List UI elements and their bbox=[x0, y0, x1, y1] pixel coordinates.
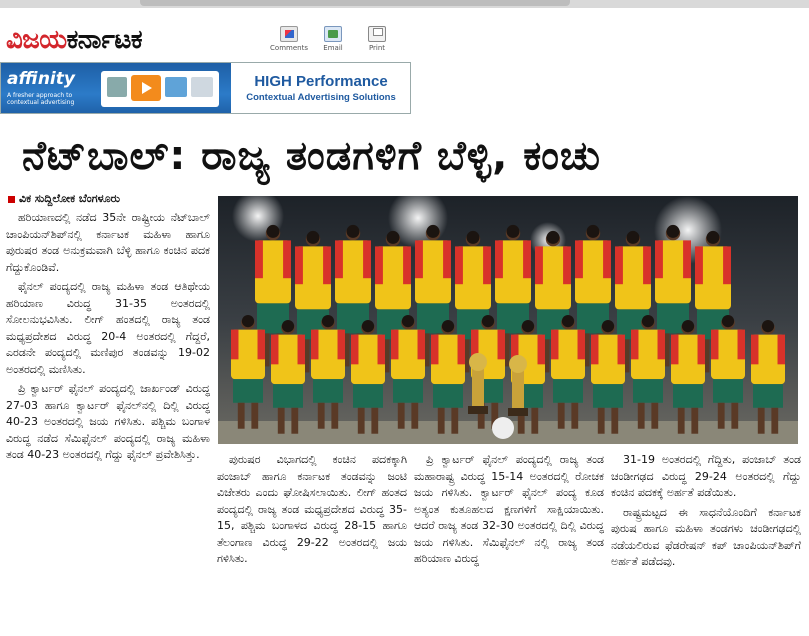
play-icon bbox=[131, 75, 161, 101]
paragraph: ಪುರುಷರ ವಿಭಾಗದಲ್ಲಿ ಕಂಚಿನ ಪದಕಕ್ಕಾಗಿ ಪಂಜಾಬ್ ಹಾಗೂ ಕರ್ನಾಟಕ ತಂಡವನ್ನು ಜಂಟಿ ವಿಜೇತರು ಎಂದು ಘೋಷಿಸಲಾಯಿತು. ಲೀಗ್ ಹಂತದ ಪಂದ್ಯದಲ್ಲಿ ರಾಜ್ಯ ತಂಡ ಮಧ್ಯಪ್ರದೇಶದ ವಿರುದ್ಧ 35-15, ಪಶ್ಚಿಮ ಬಂಗಾಳದ ವಿರುದ್ಧ 28-15 ಹಾಗೂ ತೆಲಂಗಾಣ ವಿರುದ್ಧ 29-22 ಅಂತರದಲ್ಲಿ ಜಯ ಗಳಿಸಿತು. bbox=[217, 453, 407, 565]
team-photo bbox=[218, 196, 798, 444]
print-button[interactable] bbox=[360, 26, 394, 52]
scrollbar[interactable] bbox=[140, 0, 570, 6]
paragraph: ಪ್ರಿ ಕ್ವಾರ್ಟರ್ ಫೈನಲ್ ಪಂದ್ಯದಲ್ಲಿ ರಾಜ್ಯ ತಂಡ ಮಹಾರಾಷ್ಟ್ರ ವಿರುದ್ಧ 15-14 ಅಂತರದಲ್ಲಿ ರೋಚಕ ಜಯ ಗಳಿಸಿತು. ಕ್ವಾರ್ಟರ್ ಫೈನಲ್ ಪಂದ್ಯ ಕೂಡ ಅತ್ಯಂತ ಕುತೂಹಲದ ಕ್ಷಣಗಳಿಗೆ ಸಾಕ್ಷಿಯಾಯಿತು. ಆದರೆ ರಾಜ್ಯ ತಂಡ 32-30 ಅಂತರದಲ್ಲಿ ದಿಲ್ಲಿ ವಿರುದ್ಧ ಜಯ ಗಳಿಸಿತು. ಸೆಮಿಫೈನಲ್ ನಲ್ಲಿ ರಾಜ್ಯ ತಂಡ ಹರಿಯಾಣ ವಿರುದ್ಧ bbox=[414, 453, 604, 565]
masthead-part-b: ಕರ್ನಾಟಕ bbox=[66, 25, 143, 55]
paragraph: ಫೈನಲ್ ಪಂದ್ಯದಲ್ಲಿ ರಾಜ್ಯ ಮಹಿಳಾ ತಂಡ ಆತಿಥೇಯ ಹರಿಯಾಣ ವಿರುದ್ಧ 31-35 ಅಂತರದಲ್ಲಿ ಸೋಲನುಭವಿಸಿತು. ಲೀಗ್ ಹಂತದಲ್ಲಿ ರಾಜ್ಯ ತಂಡ ಮಧ್ಯಪ್ರದೇಶದ ವಿರುದ್ಧ 20-4 ಅಂತರದಲ್ಲಿ ಗೆದ್ದರೆ, ಎರಡನೇ ಪಂದ್ಯದಲ್ಲಿ ಮಣಿಪುರ ತಂಡವನ್ನು 19-02 ಅಂತರದಲ್ಲಿ ಮಣಿಸಿತು. bbox=[6, 280, 210, 376]
paragraph: 31-19 ಅಂತರದಲ್ಲಿ ಗೆದ್ದಿತು, ಪಂಜಾಬ್ ತಂಡ ಚಂಡೀಗಢದ ವಿರುದ್ಧ 29-24 ಅಂತರದಲ್ಲಿ ಗೆದ್ದು ಕಂಚಿನ ಪದಕಕ್ಕೆ ಅರ್ಹತೆ ಪಡೆಯಿತು. bbox=[611, 453, 801, 499]
ad-text bbox=[233, 73, 409, 103]
ad-headline: HIGH Performance bbox=[254, 73, 388, 90]
newspaper-masthead bbox=[6, 24, 142, 54]
email-label: Email bbox=[323, 44, 343, 52]
masthead-part-a: ವಿಜಯ bbox=[6, 25, 67, 55]
byline-text: ವಿಕ ಸುದ್ದಿಲೋಕ ಬೆಂಗಳೂರು bbox=[19, 192, 120, 205]
comment-icon bbox=[280, 26, 298, 42]
article-tools bbox=[272, 26, 394, 52]
paragraph: ಹರಿಯಾಣದಲ್ಲಿ ನಡೆದ 35ನೇ ರಾಷ್ಟ್ರೀಯ ನೆಟ್‌ಬಾಲ್ ಚಾಂಪಿಯನ್‌ಶಿಪ್‌ನಲ್ಲಿ ಕರ್ನಾಟಕ ಮಹಿಳಾ ಹಾಗೂ ಪುರುಷರ ತಂಡ ಅನುಕ್ರಮವಾಗಿ ಬೆಳ್ಳಿ ಹಾಗೂ ಕಂಚಿನ ಪದಕ ಗೆದ್ದುಕೊಂಡಿವೆ. bbox=[6, 211, 210, 274]
comments-button[interactable] bbox=[272, 26, 306, 52]
ad-tagline: A fresher approach to contextual advertising bbox=[7, 92, 75, 106]
camera-icon bbox=[107, 77, 127, 97]
ad-subline: Contextual Advertising Solutions bbox=[246, 92, 396, 103]
team-photo-illustration bbox=[218, 196, 798, 444]
netball-icon bbox=[492, 417, 514, 439]
ad-brand: affinity bbox=[7, 69, 75, 89]
print-icon bbox=[368, 26, 386, 42]
byline-marker bbox=[8, 196, 15, 203]
chart-icon bbox=[191, 77, 213, 97]
paragraph: ಪ್ರಿ ಕ್ವಾರ್ಟರ್ ಫೈನಲ್ ಪಂದ್ಯದಲ್ಲಿ ಜಾರ್ಖಂಡ್ ವಿರುದ್ಧ 27-03 ಹಾಗೂ ಕ್ವಾರ್ಟರ್ ಫೈನಲ್‌ನಲ್ಲಿ ದಿಲ್ಲಿ ವಿರುದ್ಧ 40-23 ಅಂತರದಲ್ಲಿ ಜಯ ಗಳಿಸಿತು. ಪಶ್ಚಿಮ ಬಂಗಾಳ ವಿರುದ್ಧ ನಡೆದ ಸೆಮಿಫೈನಲ್ ಪಂದ್ಯದಲ್ಲಿ ರಾಜ್ಯ ಮಹಿಳಾ ತಂಡ 40-23 ಅಂತರದಲ್ಲಿ ಗೆದ್ದು ಫೈನಲ್ ಪ್ರವೇಶಿಸಿತ್ತು. bbox=[6, 382, 210, 461]
email-button[interactable] bbox=[316, 26, 350, 52]
print-label: Print bbox=[368, 44, 386, 52]
article-column-3 bbox=[414, 452, 604, 632]
ad-media-tiles bbox=[101, 71, 219, 107]
article-column-2 bbox=[217, 452, 407, 632]
article-column-4 bbox=[611, 452, 801, 632]
email-icon bbox=[324, 26, 342, 42]
document-icon bbox=[165, 77, 187, 97]
paragraph: ರಾಷ್ಟ್ರಮಟ್ಟದ ಈ ಸಾಧನೆಯೊಂದಿಗೆ ಕರ್ನಾಟಕ ಪುರುಷ ಹಾಗೂ ಮಹಿಳಾ ತಂಡಗಳು ಚಂಡೀಗಢದಲ್ಲಿ ನಡೆಯಲಿರುವ ಫೆಡರೇಷನ್ ಕಪ್ ಚಾಂಪಿಯನ್‌ಶಿಪ್‌ಗೆ ಅರ್ಹತೆ ಪಡೆದವು. bbox=[611, 505, 801, 568]
byline bbox=[8, 192, 120, 206]
comments-label: Comments bbox=[270, 44, 308, 52]
article-headline: ನೆಟ್‌ಬಾಲ್: ರಾಜ್ಯ ತಂಡಗಳಿಗೆ ಬೆಳ್ಳಿ, ಕಂಚು bbox=[22, 133, 601, 179]
advertisement-banner[interactable] bbox=[0, 62, 411, 114]
browser-top-strip bbox=[0, 0, 809, 8]
article-column-1 bbox=[6, 210, 210, 630]
ad-brand-panel bbox=[1, 63, 231, 114]
